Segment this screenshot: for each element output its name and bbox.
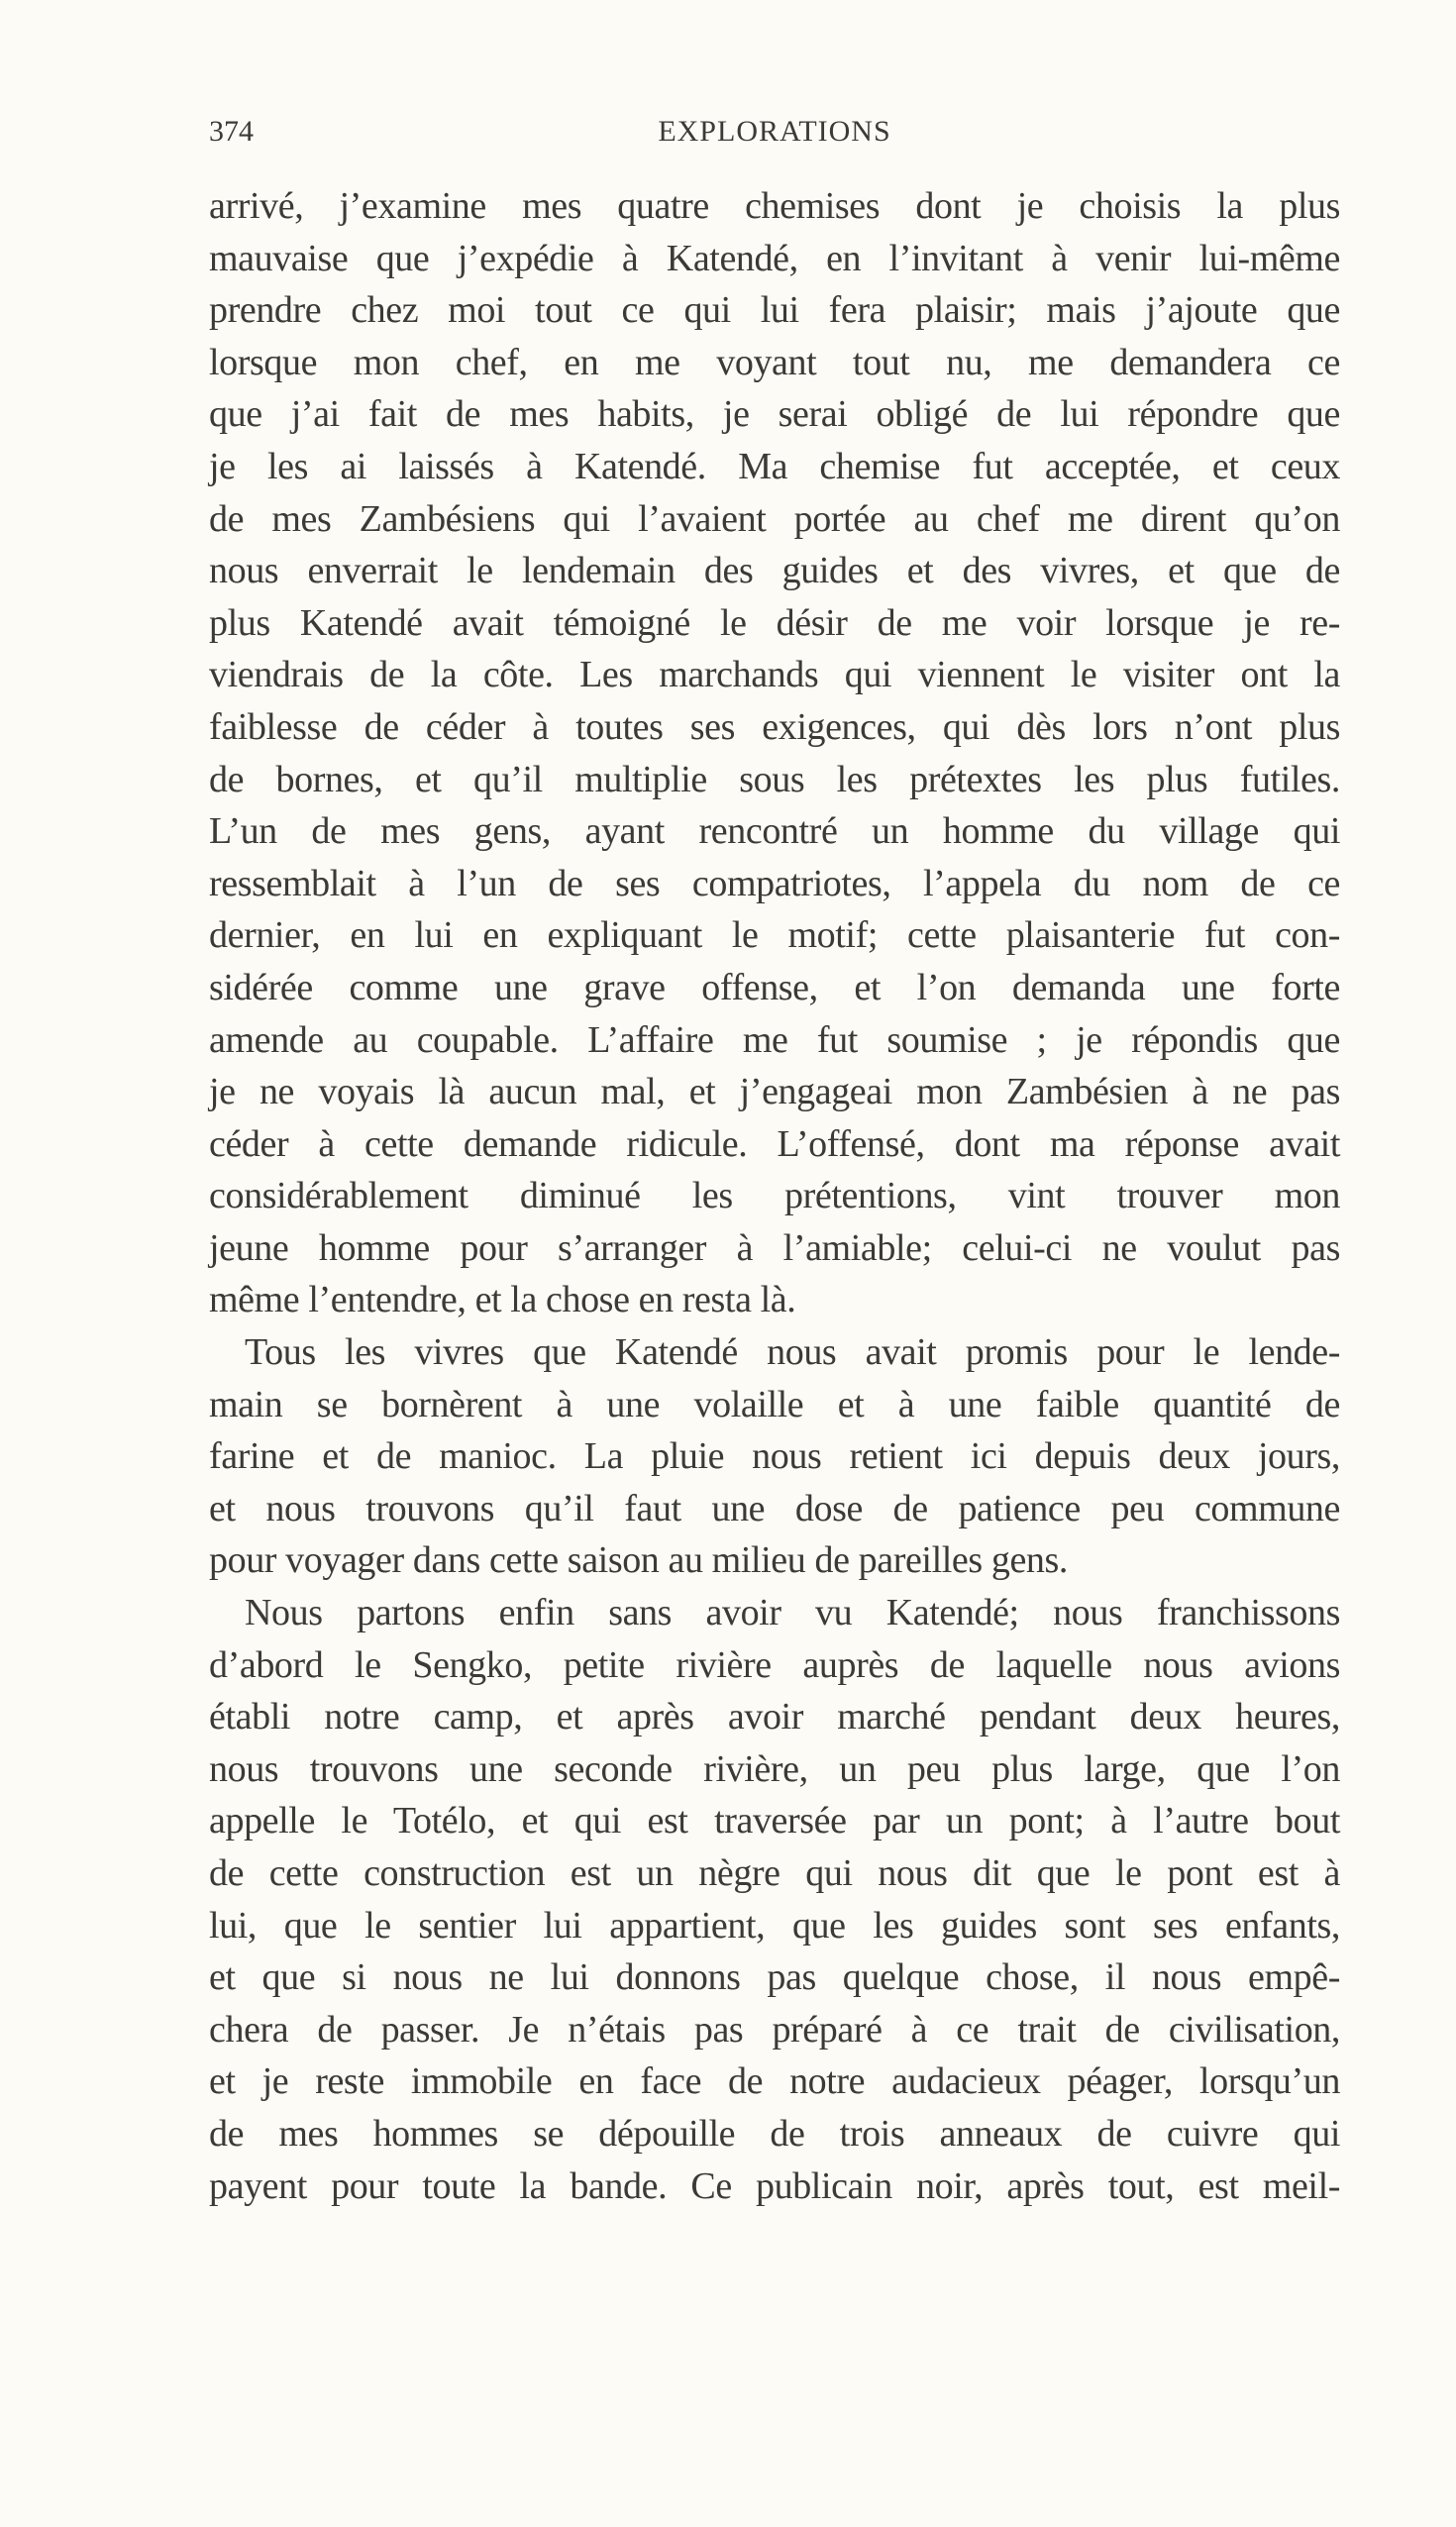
page-number: 374 [209, 115, 254, 148]
running-header [209, 115, 1340, 162]
text-line: arrivé, j’examine mes quatre chemises dont je choisis la plus [209, 185, 1340, 227]
text-line: de bornes, et qu’il multiplie sous les prétextes les plus futiles. [209, 758, 1340, 800]
text-line: d’abord le Sengko, petite rivière auprès de laquelle nous avions [209, 1643, 1340, 1686]
text-line: dernier, en lui en expliquant le motif; cette plaisanterie fut con- [209, 914, 1340, 957]
text-line: je les ai laissés à Katendé. Ma chemise fut acceptée, et ceux [209, 445, 1340, 487]
text-line: établi notre camp, et après avoir marché pendant deux heures, [209, 1696, 1340, 1738]
text-line: même l’entendre, et la chose en resta là. [209, 1279, 796, 1321]
body-text [209, 180, 1340, 2212]
text-line: céder à cette demande ridicule. L’offensé, dont ma réponse avait [209, 1122, 1340, 1165]
text-line: sidérée comme une grave offense, et l’on demanda une forte [209, 966, 1340, 1008]
text-line: ressemblait à l’un de ses compatriotes, l’appela du nom de ce [209, 862, 1340, 904]
text-line: amende au coupable. L’affaire me fut soumise ; je répondis que [209, 1018, 1340, 1061]
text-line: de mes hommes se dépouille de trois anneaux de cuivre qui [209, 2112, 1340, 2155]
paragraph [209, 1326, 1340, 1587]
text-line: faiblesse de céder à toutes ses exigences, qui dès lors n’ont plus [209, 705, 1340, 748]
text-line: de cette construction est un nègre qui nous dit que le pont est à [209, 1852, 1340, 1894]
text-line: considérablement diminué les prétentions, vint trouver mon [209, 1175, 1340, 1217]
text-line: je ne voyais là aucun mal, et j’engageai mon Zambésien à ne pas [209, 1071, 1340, 1113]
text-line: chera de passer. Je n’étais pas préparé à ce trait de civilisation, [209, 2008, 1340, 2051]
text-line: Tous les vivres que Katendé nous avait promis pour le lende- [245, 1331, 1340, 1374]
text-line: lorsque mon chef, en me voyant tout nu, me demandera ce [209, 341, 1340, 383]
text-line: main se bornèrent à une volaille et à une faible quantité de [209, 1383, 1340, 1425]
paragraph [209, 180, 1340, 1326]
text-line: L’un de mes gens, ayant rencontré un homme du village qui [209, 810, 1340, 853]
text-line: farine et de manioc. La pluie nous retient ici depuis deux jours, [209, 1435, 1340, 1478]
text-line: nous trouvons une seconde rivière, un peu plus large, que l’on [209, 1747, 1340, 1790]
text-line: viendrais de la côte. Les marchands qui viennent le visiter ont la [209, 654, 1340, 696]
text-line: nous enverrait le lendemain des guides et des vivres, et que de [209, 550, 1340, 592]
text-line: de mes Zambésiens qui l’avaient portée au chef me dirent qu’on [209, 497, 1340, 540]
paragraph [209, 1587, 1340, 2212]
text-line: jeune homme pour s’arranger à l’amiable; celui-ci ne voulut pas [209, 1226, 1340, 1269]
text-line: mauvaise que j’expédie à Katendé, en l’invitant à venir lui-même [209, 237, 1340, 279]
text-line: Nous partons enfin sans avoir vu Katendé; nous franchissons [245, 1592, 1340, 1634]
text-line: payent pour toute la bande. Ce publicain noir, après tout, est meil- [209, 2164, 1340, 2207]
text-line: et que si nous ne lui donnons pas quelque chose, il nous empê- [209, 1956, 1340, 1999]
text-line: appelle le Totélo, et qui est traversée par un pont; à l’autre bout [209, 1800, 1340, 1843]
text-line: que j’ai fait de mes habits, je serai obligé de lui répondre que [209, 393, 1340, 436]
text-line: plus Katendé avait témoigné le désir de me voir lorsque je re- [209, 601, 1340, 644]
text-line: et nous trouvons qu’il faut une dose de patience peu commune [209, 1487, 1340, 1529]
text-line: et je reste immobile en face de notre audacieux péager, lorsqu’un [209, 2060, 1340, 2103]
text-line: prendre chez moi tout ce qui lui fera plaisir; mais j’ajoute que [209, 289, 1340, 332]
running-title: EXPLORATIONS [658, 115, 891, 148]
text-line: pour voyager dans cette saison au milieu de pareilles gens. [209, 1539, 1069, 1582]
text-line: lui, que le sentier lui appartient, que les guides sont ses enfants, [209, 1904, 1340, 1947]
